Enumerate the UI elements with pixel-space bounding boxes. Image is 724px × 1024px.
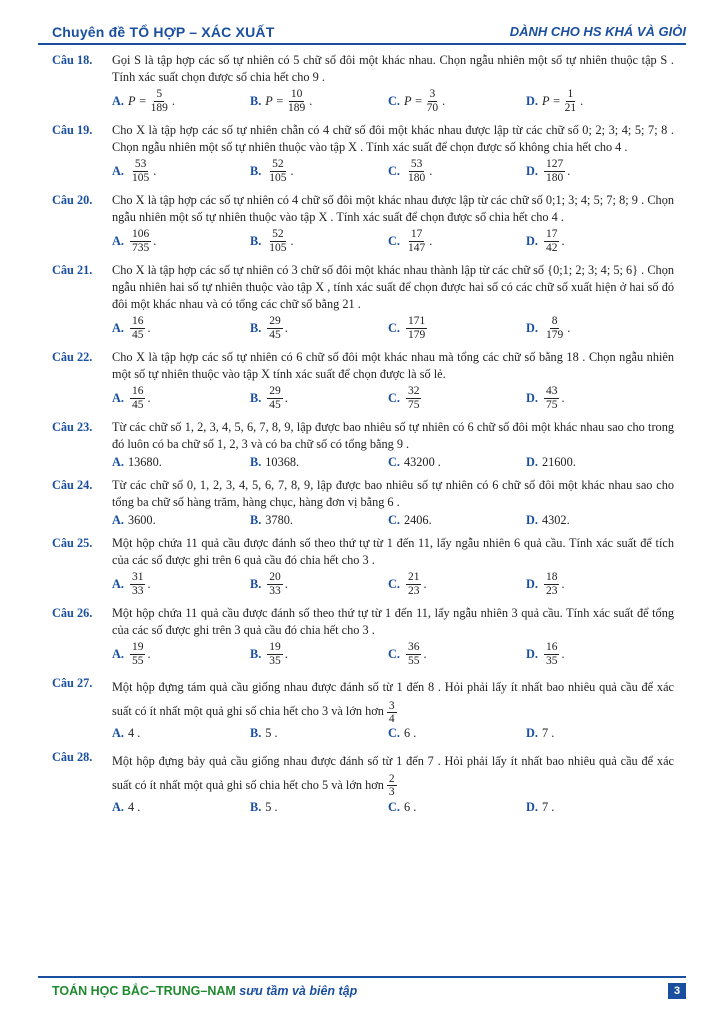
question-item <box>52 52 674 116</box>
option-fraction <box>544 158 565 185</box>
option-value: 21600. <box>541 454 576 469</box>
option-label: D. <box>526 93 538 108</box>
answer-option <box>250 158 388 185</box>
option-label: D. <box>526 163 538 178</box>
answer-option <box>250 641 388 668</box>
option-suffix: . <box>442 93 446 108</box>
answer-option <box>526 385 664 412</box>
answer-option <box>526 512 664 529</box>
option-suffix: . <box>423 576 427 591</box>
option-value: 3600. <box>127 512 156 527</box>
question-number: Câu 28. <box>52 749 93 764</box>
fraction-numerator: 21 <box>407 570 420 583</box>
option-value: 10368. <box>265 454 300 469</box>
option-label: C. <box>388 576 400 591</box>
fraction-denominator: 735 <box>131 241 150 254</box>
option-label: C. <box>388 233 400 248</box>
option-suffix: . <box>423 646 427 661</box>
fraction-numerator: 5 <box>156 87 163 100</box>
fraction-numerator: 17 <box>545 227 558 240</box>
option-label: B. <box>250 93 262 108</box>
option-fraction <box>544 385 560 412</box>
answer-option <box>388 315 526 342</box>
answer-option <box>526 88 664 115</box>
option-suffix: . <box>147 646 151 661</box>
option-label: A. <box>112 320 124 335</box>
option-label: B. <box>250 454 262 469</box>
answer-option <box>388 228 526 255</box>
option-fraction <box>406 315 427 342</box>
fraction-denominator: 35 <box>269 654 281 667</box>
option-fraction <box>406 158 427 185</box>
option-fraction <box>544 315 565 342</box>
option-label: D. <box>526 646 538 661</box>
fraction-numerator: 16 <box>131 384 144 397</box>
option-prefix: P = <box>541 93 561 108</box>
option-suffix: . <box>429 233 433 248</box>
question-stem: Cho X là tập hợp các số tự nhiên có 3 chữ số đôi một khác nhau thành lập từ các chữ số {0;1; 2; 3; 4; 5; 6} . Chọn ngẫu nhiên hai số tự nhiên thuộc vào tập X , tính xác suất để chọn được hai số có các chữ số xuất hiện ở hai số đó đôi một khác nhau và có tổng các chữ số bằng 21 . <box>112 263 674 311</box>
answer-option <box>388 158 526 185</box>
option-suffix: . <box>171 93 175 108</box>
answer-option <box>250 799 388 816</box>
answer-option <box>250 385 388 412</box>
option-fraction <box>130 228 151 255</box>
question-number: Câu 22. <box>52 350 93 364</box>
question-stem: Một hộp chứa 11 quả cầu được đánh số theo thứ tự từ 1 đến 11, lấy ngẫu nhiên 6 quả cầu. Tính xác suất để tích của các số được ghi trên 6 quả cầu đó chia hết cho 3 . <box>112 536 674 567</box>
header-topic-title: TỔ HỢP – XÁC XUẤT <box>129 24 275 40</box>
question-number: Câu 25. <box>52 536 93 550</box>
footer-note: sưu tầm và biên tập <box>239 984 358 998</box>
option-label: C. <box>388 93 400 108</box>
fraction-denominator: 179 <box>545 328 564 341</box>
answer-option <box>526 641 664 668</box>
option-value: 43200 . <box>403 454 441 469</box>
fraction-denominator: 180 <box>545 171 564 184</box>
option-label: B. <box>250 799 262 814</box>
fraction-denominator: 45 <box>131 328 144 341</box>
option-fraction <box>406 385 422 412</box>
fraction-denominator: 33 <box>269 584 281 597</box>
option-value: 5 . <box>265 799 278 814</box>
option-label: C. <box>388 512 400 527</box>
answer-options <box>112 156 674 186</box>
fraction-denominator: 35 <box>545 654 558 667</box>
answer-options <box>112 639 674 669</box>
answer-option <box>112 799 250 816</box>
answer-option <box>526 571 664 598</box>
answer-option <box>250 725 388 742</box>
fraction-denominator: 179 <box>407 328 426 341</box>
option-fraction <box>149 88 170 115</box>
fraction-numerator: 1 <box>567 87 574 100</box>
option-label: D. <box>526 233 538 248</box>
option-fraction <box>267 385 283 412</box>
fraction-denominator: 33 <box>131 584 144 597</box>
fraction-denominator: 105 <box>269 241 287 254</box>
header-audience: DÀNH CHO HS KHÁ VÀ GIỎI <box>509 24 686 39</box>
option-label: D. <box>526 576 538 591</box>
fraction-numerator: 18 <box>545 570 558 583</box>
answer-option <box>250 512 388 529</box>
question-item <box>52 675 674 743</box>
option-fraction <box>406 641 422 668</box>
option-label: A. <box>112 93 124 108</box>
option-label: C. <box>388 646 400 661</box>
question-number: Câu 23. <box>52 420 93 434</box>
fraction-numerator: 3 <box>429 87 436 100</box>
fraction-denominator: 23 <box>407 584 420 597</box>
option-label: A. <box>112 576 124 591</box>
option-label: A. <box>112 454 124 469</box>
answer-option <box>250 228 388 255</box>
option-label: D. <box>526 320 538 335</box>
option-fraction <box>544 228 560 255</box>
question-stem: Cho X là tập hợp các số tự nhiên có 6 chữ số đôi một khác nhau mà tổng các chữ số bằng 18 . Chọn ngẫu nhiên một số tự nhiên thuộc vào tập X tính xác suất để chọn được là số lẻ. <box>112 350 674 381</box>
option-value: 4302. <box>541 512 570 527</box>
fraction-denominator: 180 <box>407 171 426 184</box>
option-label: A. <box>112 726 124 741</box>
question-stem <box>112 749 674 799</box>
fraction-denominator: 70 <box>426 101 439 114</box>
fraction-numerator: 52 <box>272 227 284 240</box>
question-stem <box>112 675 674 725</box>
question-number: Câu 24. <box>52 478 93 492</box>
option-label: A. <box>112 799 124 814</box>
threshold-fraction <box>387 773 397 798</box>
answer-options <box>112 313 674 343</box>
fraction-numerator: 2 <box>388 773 395 786</box>
fraction-denominator: 105 <box>269 171 287 184</box>
fraction-numerator: 106 <box>131 227 150 240</box>
option-value: 5 . <box>265 726 278 741</box>
option-prefix: P = <box>403 93 423 108</box>
question-number: Câu 18. <box>52 53 93 67</box>
option-fraction <box>267 158 288 185</box>
question-number: Câu 21. <box>52 263 93 277</box>
option-suffix: . <box>309 93 313 108</box>
answer-options <box>112 798 674 816</box>
option-value: 2406. <box>403 512 432 527</box>
page-number: 3 <box>668 983 686 999</box>
answer-option <box>526 725 664 742</box>
option-fraction <box>425 88 441 115</box>
option-suffix: . <box>147 320 151 335</box>
option-value: 6 . <box>403 726 417 741</box>
option-suffix: . <box>147 576 151 591</box>
option-label: C. <box>388 799 400 814</box>
option-fraction <box>267 571 283 598</box>
question-item <box>52 192 674 256</box>
header-topic-prefix: Chuyên đề <box>52 24 130 40</box>
option-fraction <box>130 158 151 185</box>
option-label: D. <box>526 390 538 405</box>
question-number: Câu 19. <box>52 123 93 137</box>
answer-option <box>112 228 250 255</box>
answer-option <box>112 512 250 529</box>
answer-options <box>112 511 674 529</box>
option-label: D. <box>526 799 538 814</box>
question-stem: Cho X là tập hợp các số tự nhiên có 4 chữ số đôi một khác nhau được lập từ các chữ số 0;1; 3; 4; 5; 7; 8; 9 . Chọn ngẫu nhiên một số tự nhiên thuộc vào tập X . Tính xác suất để chọn được số chia hết cho 4 . <box>112 193 674 224</box>
question-list <box>52 52 674 822</box>
question-item <box>52 419 674 471</box>
option-fraction <box>544 641 560 668</box>
option-fraction <box>406 228 427 255</box>
question-number: Câu 20. <box>52 193 93 207</box>
option-suffix: . <box>290 233 294 248</box>
fraction-numerator: 20 <box>269 570 281 583</box>
header-topic <box>52 24 274 40</box>
answer-option <box>112 454 250 471</box>
footer-brand: TOÁN HỌC BẮC–TRUNG–NAM <box>52 984 240 998</box>
answer-option <box>112 571 250 598</box>
answer-option <box>388 88 526 115</box>
question-stem-text: Một hộp đựng bảy quả cầu giống nhau được đánh số từ 1 đến 7 . Hỏi phải lấy ít nhất bao nhiêu quả cầu để xác suất có ít nhất một quả ghi số chia hết cho 5 và lớn hơn <box>112 753 674 792</box>
question-item <box>52 605 674 669</box>
option-suffix: . <box>153 233 157 248</box>
question-stem: Một hộp chứa 11 quả cầu được đánh số theo thứ tự từ 1 đến 11, lấy ngẫu nhiên 3 quả cầu. Tính xác suất để tổng của các số được ghi trên 3 quả cầu đó chia hết cho 3 . <box>112 606 674 637</box>
fraction-numerator: 10 <box>290 87 303 100</box>
option-suffix: . <box>561 233 565 248</box>
option-suffix: . <box>284 320 288 335</box>
option-value: 3780. <box>265 512 293 527</box>
question-item <box>52 122 674 186</box>
option-suffix: . <box>561 576 565 591</box>
footer-divider <box>38 976 686 978</box>
header-divider <box>38 43 686 45</box>
fraction-denominator: 45 <box>269 328 281 341</box>
option-suffix: . <box>284 576 288 591</box>
option-value: 6 . <box>403 799 417 814</box>
fraction-numerator: 16 <box>545 640 558 653</box>
option-fraction <box>406 571 422 598</box>
option-prefix: P = <box>127 93 147 108</box>
option-suffix: . <box>284 646 288 661</box>
answer-option <box>250 571 388 598</box>
page-header <box>38 24 686 46</box>
question-item <box>52 477 674 529</box>
option-suffix: . <box>580 93 584 108</box>
option-suffix: . <box>290 163 294 178</box>
option-fraction <box>130 385 146 412</box>
fraction-denominator: 45 <box>131 398 144 411</box>
option-value: 4 . <box>127 726 141 741</box>
question-stem: Từ các chữ số 1, 2, 3, 4, 5, 6, 7, 8, 9, lập được bao nhiêu số tự nhiên có 6 chữ số đôi một khác nhau sao cho trong đó luôn có ba chữ số 1, 2, 3 và có ba chữ số có tổng bằng 9 . <box>112 420 674 451</box>
fraction-numerator: 17 <box>410 227 423 240</box>
question-number: Câu 26. <box>52 606 93 620</box>
question-stem: Gọi S là tập hợp các số tự nhiên có 5 chữ số đôi một khác nhau. Chọn ngẫu nhiên một số tự nhiên thuộc tập S . Tính xác suất chọn được số chia hết cho 9 . <box>112 53 674 84</box>
option-suffix: . <box>567 320 571 335</box>
option-suffix: . <box>567 163 571 178</box>
question-item <box>52 262 674 343</box>
option-value: 13680. <box>127 454 162 469</box>
option-value: 7 . <box>541 726 555 741</box>
option-fraction <box>286 88 307 115</box>
option-value: 7 . <box>541 799 555 814</box>
option-suffix: . <box>561 646 565 661</box>
option-label: D. <box>526 512 538 527</box>
option-label: A. <box>112 390 124 405</box>
answer-option <box>526 799 664 816</box>
fraction-numerator: 29 <box>269 384 281 397</box>
option-prefix: P = <box>265 93 284 108</box>
answer-options <box>112 226 674 256</box>
fraction-denominator: 21 <box>564 101 577 114</box>
question-stem-text: Một hộp đựng tám quả cầu giống nhau được đánh số từ 1 đến 8 . Hỏi phải lấy ít nhất bao nhiêu quả cầu để xác suất có ít nhất một quả ghi số chia hết cho 3 và lớn hơn <box>112 680 674 718</box>
fraction-denominator: 55 <box>407 654 420 667</box>
fraction-numerator: 43 <box>545 384 558 397</box>
answer-option <box>526 454 664 471</box>
fraction-denominator: 4 <box>388 712 395 725</box>
answer-options <box>112 725 674 743</box>
page-footer <box>38 976 686 1004</box>
fraction-denominator: 147 <box>407 241 426 254</box>
option-label: D. <box>526 454 538 469</box>
question-item <box>52 349 674 413</box>
option-label: C. <box>388 726 400 741</box>
option-label: C. <box>388 390 400 405</box>
option-label: A. <box>112 512 124 527</box>
fraction-denominator: 42 <box>545 241 558 254</box>
option-suffix: . <box>429 163 433 178</box>
fraction-denominator: 23 <box>545 584 558 597</box>
option-fraction <box>130 641 146 668</box>
option-suffix: . <box>284 390 288 405</box>
option-label: A. <box>112 646 124 661</box>
fraction-numerator: 31 <box>131 570 144 583</box>
fraction-numerator: 36 <box>407 640 420 653</box>
answer-option <box>250 315 388 342</box>
option-label: D. <box>526 726 538 741</box>
option-label: B. <box>250 512 262 527</box>
answer-option <box>250 88 388 115</box>
answer-option <box>250 454 388 471</box>
fraction-numerator: 19 <box>131 640 144 653</box>
fraction-denominator: 189 <box>287 101 306 114</box>
answer-options <box>112 86 674 116</box>
option-value: 4 . <box>127 799 141 814</box>
option-fraction <box>130 315 146 342</box>
option-label: A. <box>112 163 124 178</box>
option-fraction <box>563 88 579 115</box>
answer-option <box>112 641 250 668</box>
option-suffix: . <box>561 390 565 405</box>
threshold-fraction <box>387 700 397 725</box>
option-label: B. <box>250 576 262 591</box>
option-label: C. <box>388 320 400 335</box>
fraction-denominator: 75 <box>545 398 558 411</box>
fraction-numerator: 53 <box>134 157 147 170</box>
fraction-numerator: 29 <box>269 314 281 327</box>
fraction-numerator: 19 <box>269 640 281 653</box>
answer-option <box>388 725 526 742</box>
answer-option <box>112 88 250 115</box>
answer-option <box>388 454 526 471</box>
fraction-denominator: 3 <box>388 786 395 799</box>
option-label: C. <box>388 454 400 469</box>
question-number: Câu 27. <box>52 676 93 690</box>
fraction-denominator: 75 <box>407 398 420 411</box>
option-fraction <box>544 571 560 598</box>
fraction-denominator: 105 <box>131 171 150 184</box>
option-fraction <box>130 571 146 598</box>
option-fraction <box>267 315 283 342</box>
answer-option <box>112 315 250 342</box>
question-item <box>52 749 674 817</box>
option-label: B. <box>250 233 262 248</box>
option-label: B. <box>250 390 262 405</box>
fraction-numerator: 52 <box>272 157 284 170</box>
fraction-numerator: 3 <box>388 699 395 712</box>
fraction-numerator: 32 <box>407 384 420 397</box>
option-label: A. <box>112 233 124 248</box>
question-item <box>52 535 674 599</box>
fraction-numerator: 171 <box>407 314 426 327</box>
answer-option <box>112 385 250 412</box>
option-label: B. <box>250 163 262 178</box>
answer-options <box>112 383 674 413</box>
option-fraction <box>267 228 288 255</box>
answer-option <box>112 158 250 185</box>
option-label: B. <box>250 726 262 741</box>
fraction-denominator: 55 <box>131 654 144 667</box>
option-label: B. <box>250 320 262 335</box>
answer-option <box>388 385 526 412</box>
fraction-numerator: 127 <box>545 157 564 170</box>
answer-option <box>526 228 664 255</box>
answer-options <box>112 453 674 471</box>
question-stem: Từ các chữ số 0, 1, 2, 3, 4, 5, 6, 7, 8, 9, lập được bao nhiêu số tự nhiên có 6 chữ số đôi một khác nhau sao cho tổng ba chữ số hàng trăm, hàng chục, hàng đơn vị bằng 6 . <box>112 478 674 509</box>
answer-option <box>388 571 526 598</box>
option-label: B. <box>250 646 262 661</box>
question-stem: Cho X là tập hợp các số tự nhiên chẵn có 4 chữ số đôi một khác nhau được lập từ các chữ số 0; 2; 3; 4; 5; 7; 8 . Chọn ngẫu nhiên một số tự nhiên thuộc vào tập X . Tính xác suất để chọn được số không chia hết cho 4 . <box>112 123 674 154</box>
answer-option <box>388 641 526 668</box>
fraction-denominator: 189 <box>150 101 168 114</box>
answer-option <box>112 725 250 742</box>
answer-option <box>388 799 526 816</box>
option-suffix: . <box>147 390 151 405</box>
fraction-denominator: 45 <box>269 398 281 411</box>
answer-option <box>526 158 664 185</box>
fraction-numerator: 8 <box>551 314 558 327</box>
fraction-numerator: 16 <box>131 314 144 327</box>
option-suffix: . <box>153 163 157 178</box>
answer-option <box>388 512 526 529</box>
fraction-numerator: 53 <box>410 157 423 170</box>
footer-credit <box>52 984 357 998</box>
answer-options <box>112 569 674 599</box>
option-label: C. <box>388 163 400 178</box>
option-fraction <box>267 641 283 668</box>
answer-option <box>526 315 664 342</box>
